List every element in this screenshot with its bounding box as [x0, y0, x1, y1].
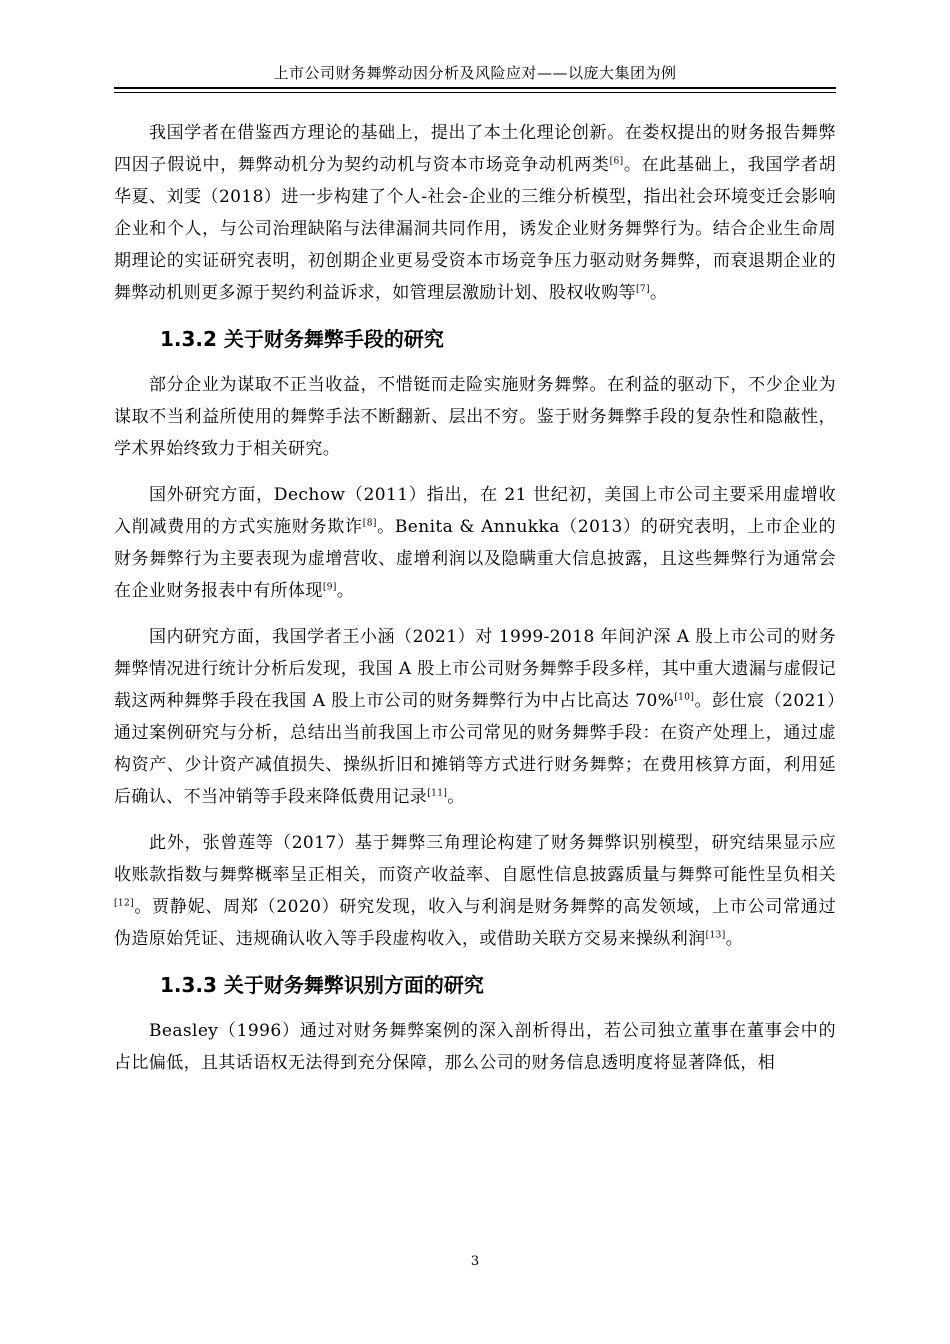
paragraph-text: 。 [649, 283, 668, 303]
page-number: 3 [470, 1254, 480, 1269]
body-paragraph [114, 479, 836, 607]
paragraph-text: 我国学者在借鉴西方理论的基础上，提出了本土化理论创新。在娄权提出的财务报告舞弊四因子假说中，舞弊动机分为契约动机与资本市场竞争动机两类 [114, 123, 836, 175]
paragraph-text: Beasley（1996）通过对财务舞弊案例的深入剖析得出，若公司独立董事在董事会中的占比偏低，且其话语权无法得到充分保障，那么公司的财务信息透明度将显著降低，相 [114, 1021, 836, 1073]
citation-ref: [6] [609, 156, 624, 167]
body-paragraph [114, 117, 836, 309]
body-paragraph [114, 621, 836, 813]
header-rule-thin [114, 92, 836, 93]
paragraph-text: 国外研究方面，Dechow（2011）指出，在 21 世纪初，美国上市公司主要采用虚增收入削减费用的方式实施财务欺诈 [114, 485, 836, 537]
paragraph-text: 此外，张曾莲等（2017）基于舞弊三角理论构建了财务舞弊识别模型，研究结果显示应收账款指数与舞弊概率呈正相关，而资产收益率、自愿性信息披露质量与舞弊可能性呈负相关 [114, 833, 836, 885]
paragraph-text: 。彭仕宸（2021）通过案例研究与分析，总结出当前我国上市公司常见的财务舞弊手段：在资产处理上，通过虚构资产、少计资产减值损失、操纵折旧和摊销等方式进行财务舞弊；在费用核算方面，利用延后确认、不当冲销等手段来降低费用记录 [114, 691, 836, 807]
header-rule [114, 87, 836, 89]
section-heading: 1.3.3 关于财务舞弊识别方面的研究 [160, 973, 484, 997]
paragraph-text: 。 [336, 581, 355, 601]
body-paragraph [114, 369, 836, 465]
paragraph-text: 。贾静妮、周郑（2020）研究发现，收入与利润是财务舞弊的高发领域，上市公司常通过伪造原始凭证、违规确认收入等手段虚构收入，或借助关联方交易来操纵利润 [114, 897, 836, 949]
citation-ref: [11] [427, 788, 448, 799]
paragraph-text: 。在此基础上，我国学者胡华夏、刘雯（2018）进一步构建了个人-社会-企业的三维分析模型，指出社会环境变迁会影响企业和个人，与公司治理缺陷与法律漏洞共同作用，诱发企业财务舞弊行为。结合企业生命周期理论的实证研究表明，初创期企业更易受资本市场竞争压力驱动财务舞弊，而衰退期企业的舞弊动机则更多源于契约利益诉求，如管理层激励计划、股权收购等 [114, 155, 836, 303]
paragraph-text: 国内研究方面，我国学者王小涵（2021）对 1999-2018 年间沪深 A 股上市公司的财务舞弊情况进行统计分析后发现，我国 A 股上市公司财务舞弊手段多样，其中重大遗漏与虚假记载这两种舞弊手段在我国 A 股上市公司的财务舞弊行为中占比高达 70% [114, 627, 836, 711]
paragraph-text: 。Benita & Annukka（2013）的研究表明，上市企业的财务舞弊行为主要表现为虚增营收、虚增利润以及隐瞒重大信息披露，且这些舞弊行为通常会在企业财务报表中有所体现 [114, 517, 836, 601]
citation-ref: [13] [705, 930, 726, 941]
citation-ref: [9] [322, 582, 337, 593]
document-body [114, 117, 836, 1093]
paragraph-text: 。 [447, 787, 465, 807]
citation-ref: [8] [362, 518, 377, 529]
body-paragraph [114, 1015, 836, 1079]
paragraph-text: 。 [725, 929, 744, 949]
running-header: 上市公司财务舞弊动因分析及风险应对——以庞大集团为例 [273, 64, 677, 82]
paragraph-text: 部分企业为谋取不正当收益，不惜铤而走险实施财务舞弊。在利益的驱动下，不少企业为谋取不当利益所使用的舞弊手法不断翻新、层出不穷。鉴于财务舞弊手段的复杂性和隐蔽性，学术界始终致力于相关研究。 [114, 375, 836, 459]
section-heading: 1.3.2 关于财务舞弊手段的研究 [160, 327, 444, 351]
citation-ref: [10] [674, 692, 695, 703]
citation-ref: [12] [114, 898, 135, 909]
body-paragraph [114, 827, 836, 955]
citation-ref: [7] [636, 284, 650, 295]
